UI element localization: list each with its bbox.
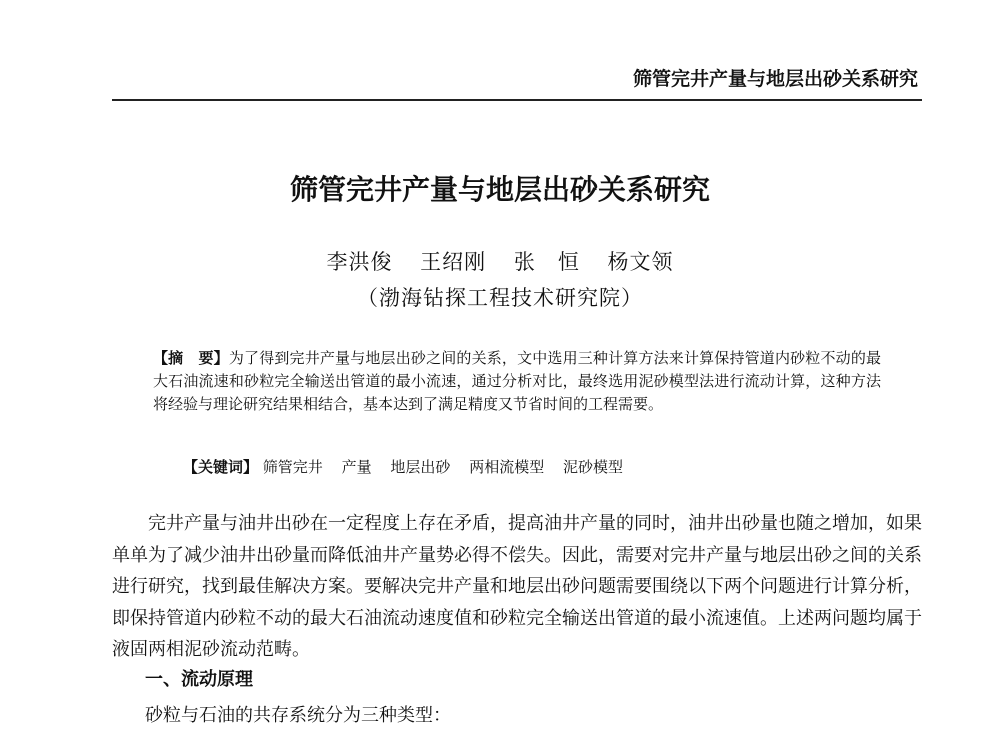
keyword: 筛管完井: [262, 458, 323, 476]
author: 张 恒: [513, 250, 580, 274]
keyword: 产量: [341, 458, 372, 476]
author: 杨文领: [607, 250, 674, 274]
running-header-title: 筛管完井产量与地层出砂关系研究: [632, 68, 918, 90]
author: 王绍刚: [420, 250, 487, 274]
header-rule: [112, 99, 922, 101]
abstract-text: 为了得到完井产量与地层出砂之间的关系，文中选用三种计算方法来计算保持管道内砂粒不动的最大石油流速和砂粒完全输送出管道的最小流速，通过分析对比，最终选用泥砂模型法进行流动计算，这种方法将经验与理论研究结果相结合，基本达到了满足精度又节省时间的工程需要。: [153, 349, 881, 413]
intro-paragraph: 完井产量与油井出砂在一定程度上存在矛盾，提高油井产量的同时，油井出砂量也随之增加，如果单单为了减少油井出砂量而降低油井产量势必得不偿失。因此，需要对完井产量与地层出砂之间的关系进行研究，找到最佳解决方案。要解决完井产量和地层出砂问题需要围绕以下两个问题进行计算分析，即保持管道内砂粒不动的最大石油流动速度值和砂粒完全输送出管道的最小流速值。上述两问题均属于液固两相泥砂流动范畴。: [112, 513, 922, 660]
keyword: 地层出砂: [390, 458, 451, 476]
author: 李洪俊: [326, 250, 393, 274]
section-heading: 一、流动原理: [145, 669, 253, 690]
section-first-line: 砂粒与石油的共存系统分为三种类型：: [145, 705, 451, 726]
abstract-label: 【摘 要】: [153, 349, 229, 367]
keyword: 两相流模型: [469, 458, 545, 476]
keywords-label: 【关键词】: [183, 458, 259, 476]
affiliation: （渤海钻探工程技术研究院）: [357, 286, 643, 310]
author-list: [0, 246, 1000, 276]
keyword: 泥砂模型: [562, 458, 623, 476]
abstract: [153, 347, 881, 416]
keywords: [183, 456, 883, 477]
paper-title: 筛管完井产量与地层出砂关系研究: [289, 173, 710, 206]
